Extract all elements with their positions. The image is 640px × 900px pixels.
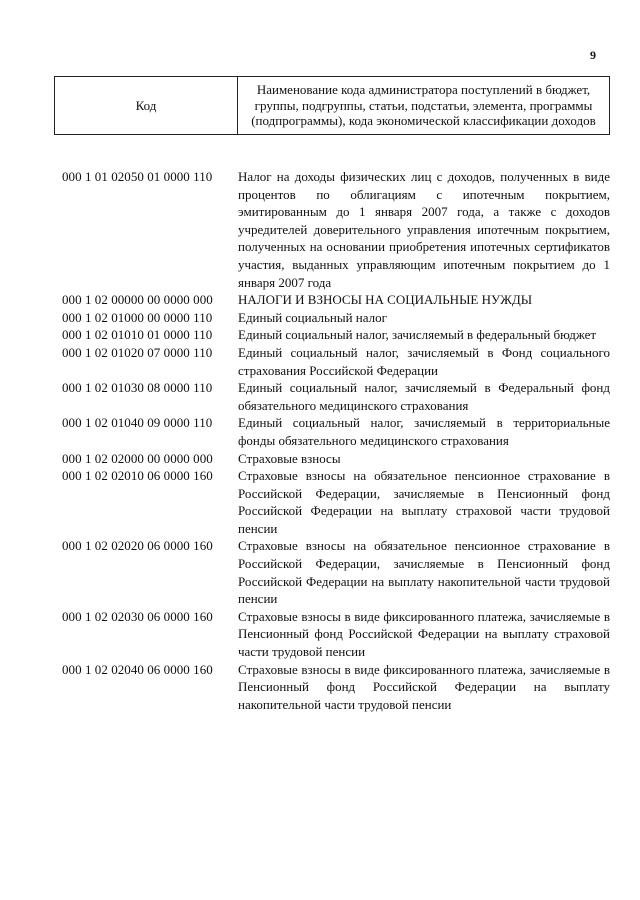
table-row <box>62 450 610 468</box>
row-description: Страховые взносы в виде фиксированного платежа, зачисляемые в Пенсионный фонд Российской Федерации на выплату накопительной части трудовой пенсии <box>238 661 610 712</box>
row-description: Страховые взносы на обязательное пенсионное страхование в Российской Федерации, зачисляемые в Пенсионный фонд Российской Федерации на выплату накопительной части трудовой пенсии <box>238 538 610 607</box>
row-code: 000 1 02 02020 06 0000 160 <box>62 538 213 554</box>
row-description: Страховые взносы на обязательное пенсионное страхование в Российской Федерации, зачисляемые в Пенсионный фонд Российской Федерации на выплату страховой части трудовой пенсии <box>238 468 610 536</box>
table-row <box>62 661 610 714</box>
table-row <box>62 414 610 449</box>
row-code: 000 1 02 00000 00 0000 000 <box>62 292 213 308</box>
row-code: 000 1 02 01000 00 0000 110 <box>62 309 213 325</box>
table-row <box>62 537 610 607</box>
row-description: Налог на доходы физических лиц с доходов, полученных в виде процентов по облигациям с ипотечным покрытием, эмитированным до 1 января 2007 года, а также с доходов учредителей доверительного управления ипотечным покрытием, полученных на основании приобретения ипотечных сертификатов участия, выданных управляющим ипотечным покрытием до 1 января 2007 года <box>238 169 610 290</box>
table-row <box>62 608 610 661</box>
row-code: 000 1 02 01020 07 0000 110 <box>62 344 213 360</box>
page-number: 9 <box>590 48 596 62</box>
row-description: Страховые взносы в виде фиксированного платежа, зачисляемые в Пенсионный фонд Российской Федерации на выплату страховой части трудовой пенсии <box>238 608 610 660</box>
row-code: 000 1 02 01010 01 0000 110 <box>62 327 213 343</box>
table-row <box>62 326 610 344</box>
row-description: Единый социальный налог, зачисляемый в Федеральный фонд обязательного медицинского страхования <box>238 380 610 413</box>
row-code: 000 1 02 01040 09 0000 110 <box>62 415 213 431</box>
row-code: 000 1 02 01030 08 0000 110 <box>62 380 213 396</box>
name-column-header: Наименование кода администратора поступлений в бюджет, группы, подгруппы, статьи, подстатьи, элемента, программы (подпрограммы), кода экономической классификации доходов <box>238 77 610 135</box>
table-header-row <box>55 77 610 135</box>
table-row <box>62 344 610 379</box>
row-code: 000 1 01 02050 01 0000 110 <box>62 169 213 184</box>
row-description: Единый социальный налог <box>238 309 387 325</box>
row-description: НАЛОГИ И ВЗНОСЫ НА СОЦИАЛЬНЫЕ НУЖДЫ <box>238 292 533 308</box>
code-column-header: Код <box>55 77 238 135</box>
table-row <box>62 379 610 414</box>
table-row <box>62 467 610 537</box>
row-description: Единый социальный налог, зачисляемый в территориальные фонды обязательного медицинского страхования <box>238 415 610 448</box>
table-header <box>54 76 610 135</box>
table-row <box>62 168 610 291</box>
classification-list <box>62 168 610 713</box>
table-row <box>62 309 610 327</box>
table-row <box>62 291 610 309</box>
row-description: Единый социальный налог, зачисляемый в Фонд социального страхования Российской Федерации <box>238 344 610 378</box>
row-description: Страховые взносы <box>238 450 341 466</box>
row-description: Единый социальный налог, зачисляемый в федеральный бюджет <box>238 327 597 343</box>
row-code: 000 1 02 02010 06 0000 160 <box>62 468 213 484</box>
row-code: 000 1 02 02030 06 0000 160 <box>62 608 213 624</box>
row-code: 000 1 02 02000 00 0000 000 <box>62 450 213 466</box>
row-code: 000 1 02 02040 06 0000 160 <box>62 661 213 677</box>
